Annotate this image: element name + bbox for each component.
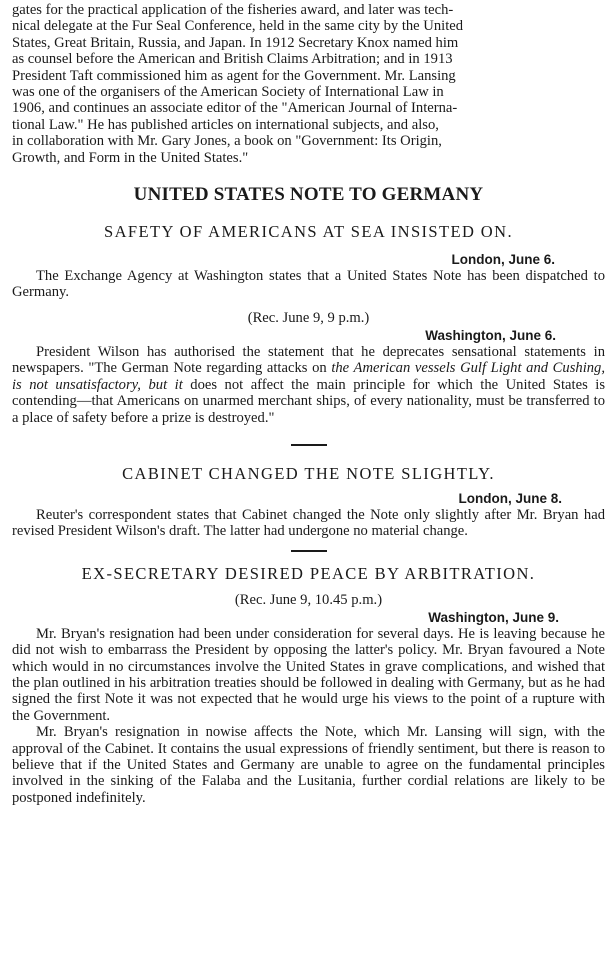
bio-paragraph	[12, 2, 605, 166]
bio-line: in collaboration with Mr. Gary Jones, a book on "Government: Its Origin,	[12, 133, 442, 150]
bio-line: 1906, and continues an associate editor of the "American Journal of Interna-	[12, 100, 458, 117]
bio-line: Growth, and Form in the United States."	[12, 149, 249, 166]
paragraph-bryan-resignation: Mr. Bryan's resignation had been under consideration for several days. He is leaving because he did not wish to embarrass the President by opposing the latter's policy. Mr. Bryan favoured a Note which would in no circumstances involve the United States in grave complications, and wished that the plan outlined in his arbitration treaties should be followed in dealing with Germany, but as he had signed the first Note it was not expected that he would urge his views to the point of a rupture with the Government.	[12, 625, 605, 724]
bio-line: was one of the organisers of the American Society of International Law in	[12, 84, 444, 101]
bio-line: nical delegate at the Fur Seal Conference, held in the same city by the United	[12, 18, 464, 35]
main-headline: UNITED STATES NOTE TO GERMANY	[133, 184, 484, 206]
dateline-london: London, June 6.	[451, 252, 555, 268]
dateline-washington-bryan: Washington, June 9.	[428, 609, 559, 625]
section-heading-safety: SAFETY OF AMERICANS AT SEA INSISTED ON.	[104, 222, 513, 242]
wilson-text-italic: the American vessels Gulf Light and Cushing, is not unsatisfactory, but it	[12, 360, 605, 393]
section-divider	[291, 444, 327, 446]
bio-line: States, Great Britain, Russia, and Japan. In 1912 Secretary Knox named him	[12, 34, 459, 51]
paragraph-wilson-statement	[12, 344, 605, 426]
bio-line: as counsel before the American and British Claims Arbitration; and in 1913	[12, 51, 453, 68]
bio-line: tional Law." He has published articles on international subjects, and also,	[12, 116, 439, 133]
wilson-text-start: President Wilson has authorised the statement that he deprecates sensational statements in newspapers. "The German Note regarding attacks on	[12, 343, 605, 377]
paragraph-exchange-agency: The Exchange Agency at Washington states that a United States Note has been dispatched to Germany.	[12, 268, 605, 301]
bio-line: President Taft commissioned him as agent for the Government. Mr. Lansing	[12, 67, 456, 84]
wilson-text-end: does not affect the main principle for which the United States is contending—that Americans on unarmed merchant ships, of every nationality, must be transferred to a place of safety before a prize is destroyed."	[12, 376, 605, 426]
section-heading-arbitration: EX-SECRETARY DESIRED PEACE BY ARBITRATION.	[81, 563, 536, 583]
dateline-washington: Washington, June 6.	[425, 327, 556, 343]
dateline-london-cabinet: London, June 8.	[458, 490, 562, 506]
section-divider	[291, 550, 327, 552]
received-note: (Rec. June 9, 10.45 p.m.)	[234, 591, 383, 608]
paragraph-bryan-note: Mr. Bryan's resignation in nowise affects the Note, which Mr. Lansing will sign, with the approval of the Cabinet. It contains the usual expressions of friendly sentiment, but there is reason to believe that if the United States and Germany are unable to agree on the fundamental principles involved in the sinking of the Falaba and the Lusitania, further cordial relations are likely to be postponed indefinitely.	[12, 724, 605, 806]
bio-line: gates for the practical application of the fisheries award, and later was tech-	[12, 2, 454, 18]
section-heading-cabinet: CABINET CHANGED THE NOTE SLIGHTLY.	[122, 463, 495, 483]
paragraph-reuter: Reuter's correspondent states that Cabinet changed the Note only slightly after Mr. Bryan had revised President Wilson's draft. The latter had undergone no material change.	[12, 506, 605, 540]
received-note: (Rec. June 9, 9 p.m.)	[247, 309, 370, 326]
